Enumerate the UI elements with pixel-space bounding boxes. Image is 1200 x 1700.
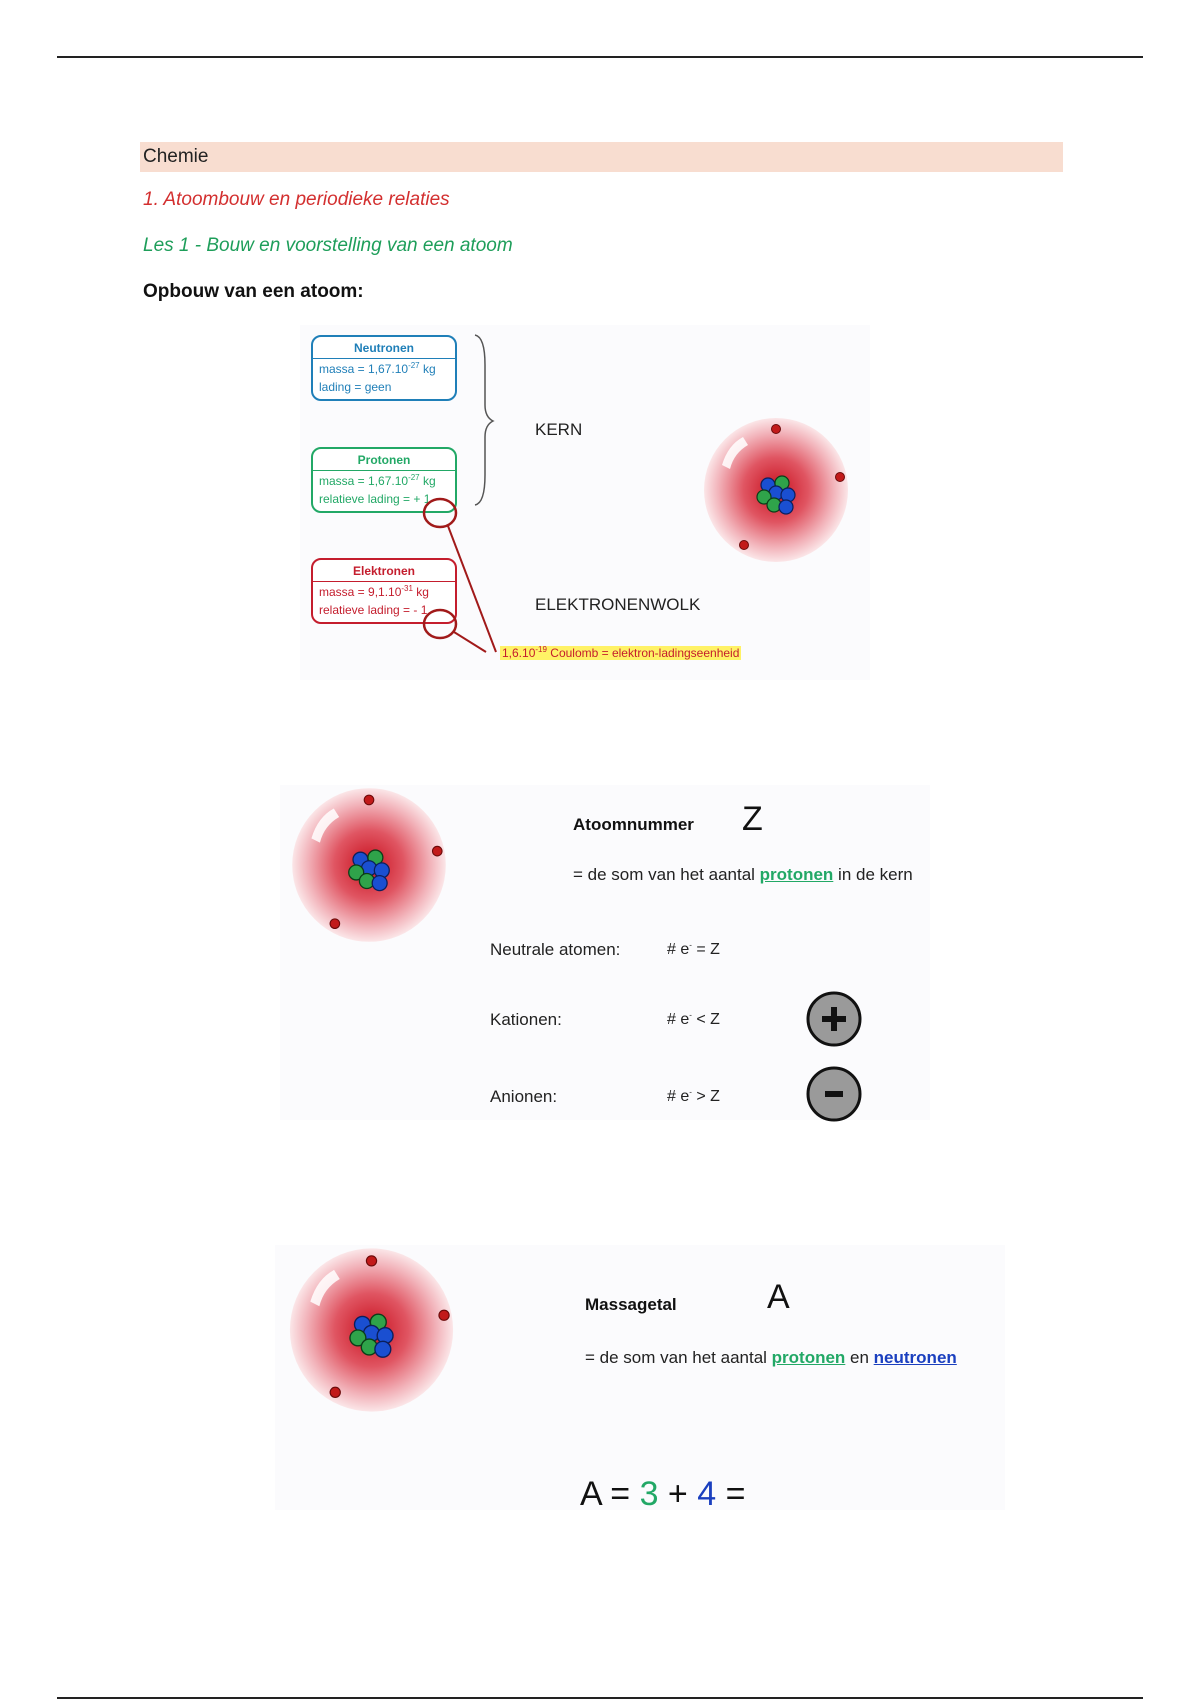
section-heading: Opbouw van een atoom: bbox=[143, 281, 364, 302]
anions-condition: # e- > Z bbox=[667, 1087, 720, 1105]
subject-banner: Chemie bbox=[140, 142, 1063, 172]
plus-charge-icon bbox=[805, 990, 863, 1048]
proton-charge-circle bbox=[424, 499, 456, 527]
chapter-title: 1. Atoombouw en periodieke relaties bbox=[143, 189, 450, 210]
coulomb-note: $1,6.10^{-19}$ Coulomb = elektron-ladingseenheid bbox=[502, 645, 740, 660]
neutron-charge: lading = geen bbox=[319, 380, 392, 394]
mass-number-figure bbox=[275, 1245, 1005, 1513]
cations-condition: # e- < Z bbox=[667, 1010, 720, 1028]
cations-label: Kationen: bbox=[490, 1010, 562, 1029]
mass-number-definition: = de som van het aantal protonen en neutronen bbox=[585, 1348, 957, 1367]
mass-number-symbol: A bbox=[767, 1278, 790, 1316]
atomic-number-title: Atoomnummer bbox=[573, 815, 694, 834]
atomic-number-figure bbox=[280, 785, 930, 1120]
mass-number-title: Massagetal bbox=[585, 1295, 677, 1314]
kern-brace bbox=[475, 335, 493, 505]
atomic-number-definition: = de som van het aantal protonen in de kern bbox=[573, 865, 913, 884]
top-rule bbox=[57, 56, 1143, 58]
neutron-title: Neutronen bbox=[313, 337, 455, 359]
atom-structure-figure bbox=[300, 325, 870, 680]
neutral-atoms-condition: # e- = Z bbox=[667, 940, 720, 958]
proton-title: Protonen bbox=[313, 449, 455, 471]
anions-label: Anionen: bbox=[490, 1087, 558, 1106]
kern-label: KERN bbox=[535, 420, 583, 439]
minus-charge-icon bbox=[805, 1065, 863, 1123]
electron-charge-circle bbox=[424, 610, 456, 638]
proton-charge: relatieve lading = + 1 bbox=[319, 492, 431, 506]
atomic-number-symbol: Z bbox=[742, 800, 763, 838]
neutron-mass: massa = $1,67.10^{-27}$ kg bbox=[319, 361, 436, 376]
cloud-label: ELEKTRONENWOLK bbox=[535, 595, 701, 614]
electron-mass: massa = $9,1.10^{-31}$ kg bbox=[319, 584, 429, 599]
atom-illustration bbox=[279, 1245, 464, 1415]
proton-mass: massa = $1,67.10^{-27}$ kg bbox=[319, 473, 436, 488]
electron-pointer-line bbox=[454, 632, 486, 652]
electron-charge: relatieve lading = - 1 bbox=[319, 603, 428, 617]
lesson-title: Les 1 - Bouw en voorstelling van een atoom bbox=[143, 235, 513, 256]
atom-illustration bbox=[698, 415, 854, 565]
atom-illustration bbox=[284, 785, 454, 945]
neutral-atoms-label: Neutrale atomen: bbox=[490, 940, 621, 959]
bottom-rule bbox=[57, 1697, 1143, 1699]
electron-title: Elektronen bbox=[313, 560, 455, 582]
mass-number-formula: A = 3 + 4 = bbox=[580, 1475, 746, 1513]
